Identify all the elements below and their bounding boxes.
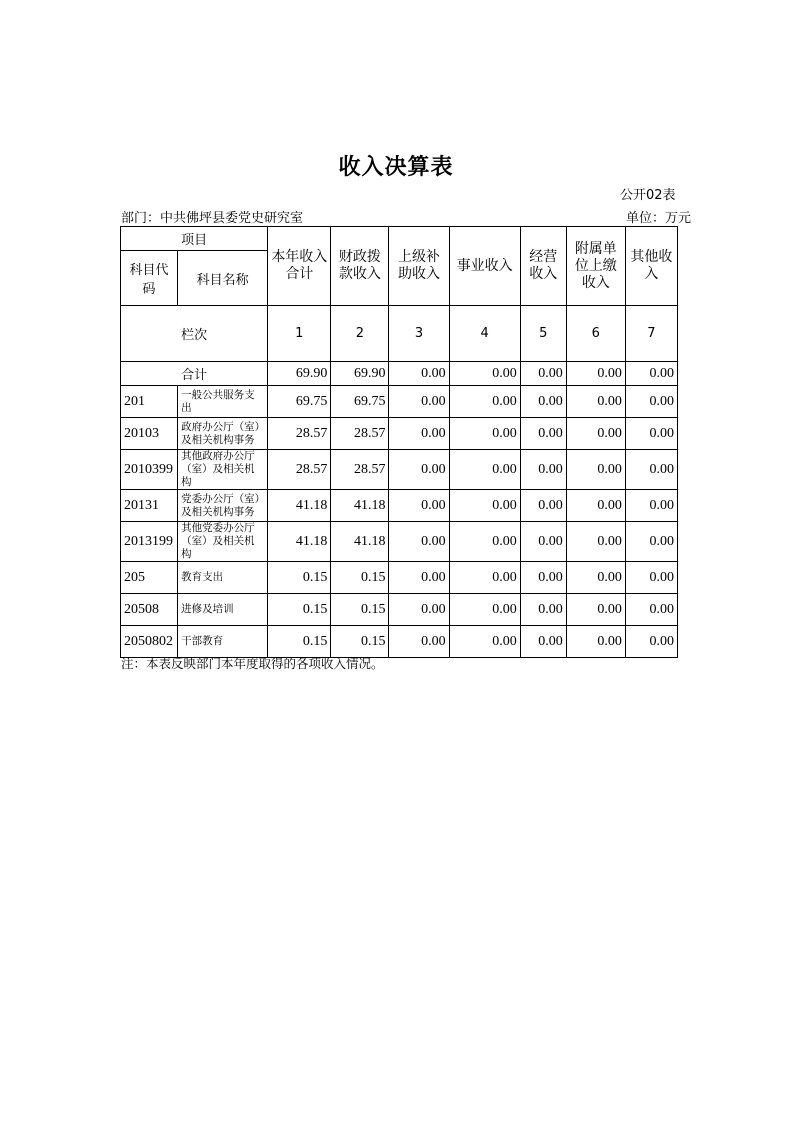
table-row — [121, 490, 678, 522]
value-cell: 41.18 — [331, 522, 389, 562]
value-cell: 0.00 — [625, 562, 677, 594]
total-cell: 69.90 — [268, 362, 331, 386]
value-cell: 0.15 — [268, 562, 331, 594]
header-col-1: 本年收入合计 — [268, 227, 331, 306]
value-cell: 0.00 — [566, 418, 625, 450]
table-row — [121, 386, 678, 418]
subject-name: 一般公共服务支出 — [178, 386, 268, 418]
total-cell: 0.00 — [566, 362, 625, 386]
header-col-5: 经营收入 — [520, 227, 566, 306]
value-cell: 0.00 — [625, 386, 677, 418]
value-cell: 0.00 — [566, 594, 625, 626]
value-cell: 41.18 — [268, 522, 331, 562]
value-cell: 41.18 — [331, 490, 389, 522]
total-cell: 0.00 — [449, 362, 520, 386]
header-col-2: 财政拨款收入 — [331, 227, 389, 306]
column-number: 6 — [566, 306, 625, 362]
page-title: 收入决算表 — [338, 155, 454, 180]
subject-code: 20131 — [121, 490, 178, 522]
header-col-3: 上级补助收入 — [389, 227, 449, 306]
value-cell: 0.00 — [566, 450, 625, 490]
subject-code: 2010399 — [121, 450, 178, 490]
subject-name: 政府办公厅（室）及相关机构事务 — [178, 418, 268, 450]
subject-name: 教育支出 — [178, 562, 268, 594]
value-cell: 0.00 — [625, 450, 677, 490]
header-col-4: 事业收入 — [449, 227, 520, 306]
value-cell: 0.00 — [389, 490, 449, 522]
subject-name: 其他党委办公厅（室）及相关机构 — [178, 522, 268, 562]
header-name: 科目名称 — [178, 251, 268, 306]
value-cell: 0.00 — [389, 450, 449, 490]
value-cell: 0.00 — [449, 386, 520, 418]
header-col-6: 附属单位上缴收入 — [566, 227, 625, 306]
value-cell: 0.00 — [566, 562, 625, 594]
header-item: 项目 — [121, 227, 268, 251]
value-cell: 0.00 — [449, 562, 520, 594]
column-number: 2 — [331, 306, 389, 362]
department-label: 部门：中共佛坪县委党史研究室 — [121, 211, 304, 226]
value-cell: 0.00 — [625, 490, 677, 522]
value-cell: 28.57 — [331, 450, 389, 490]
value-cell: 0.00 — [389, 386, 449, 418]
table-row — [121, 418, 678, 450]
value-cell: 0.00 — [520, 386, 566, 418]
value-cell: 0.00 — [625, 626, 677, 658]
column-number: 7 — [625, 306, 677, 362]
income-table — [120, 226, 678, 658]
value-cell: 0.00 — [449, 522, 520, 562]
subject-name: 其他政府办公厅（室）及相关机构 — [178, 450, 268, 490]
subject-code: 20103 — [121, 418, 178, 450]
column-number: 4 — [449, 306, 520, 362]
value-cell: 0.00 — [625, 418, 677, 450]
total-cell: 69.90 — [331, 362, 389, 386]
value-cell: 0.00 — [449, 626, 520, 658]
value-cell: 0.00 — [625, 522, 677, 562]
column-number: 3 — [389, 306, 449, 362]
value-cell: 0.00 — [449, 450, 520, 490]
table-row — [121, 562, 678, 594]
table-row — [121, 522, 678, 562]
subject-name: 干部教育 — [178, 626, 268, 658]
value-cell: 0.15 — [268, 626, 331, 658]
total-cell: 0.00 — [520, 362, 566, 386]
total-row — [121, 362, 678, 386]
value-cell: 0.00 — [389, 522, 449, 562]
total-cell: 0.00 — [625, 362, 677, 386]
subject-code: 20508 — [121, 594, 178, 626]
column-number: 5 — [520, 306, 566, 362]
footnote: 注：本表反映部门本年度取得的各项收入情况。 — [121, 656, 384, 671]
table-row — [121, 626, 678, 658]
value-cell: 0.00 — [520, 418, 566, 450]
table-row — [121, 450, 678, 490]
value-cell: 69.75 — [268, 386, 331, 418]
column-index-label: 栏次 — [121, 306, 268, 362]
subject-code: 2050802 — [121, 626, 178, 658]
value-cell: 0.00 — [449, 418, 520, 450]
value-cell: 0.00 — [389, 626, 449, 658]
value-cell: 0.00 — [520, 450, 566, 490]
value-cell: 0.15 — [331, 594, 389, 626]
header-code: 科目代码 — [121, 251, 178, 306]
value-cell: 0.00 — [566, 522, 625, 562]
value-cell: 0.00 — [389, 418, 449, 450]
value-cell: 0.00 — [566, 386, 625, 418]
header-col-7: 其他收入 — [625, 227, 677, 306]
value-cell: 0.00 — [520, 522, 566, 562]
value-cell: 0.15 — [268, 594, 331, 626]
table-row — [121, 594, 678, 626]
value-cell: 41.18 — [268, 490, 331, 522]
value-cell: 0.15 — [331, 562, 389, 594]
value-cell: 0.00 — [520, 626, 566, 658]
value-cell: 0.00 — [520, 490, 566, 522]
value-cell: 0.15 — [331, 626, 389, 658]
value-cell: 0.00 — [566, 626, 625, 658]
subject-code: 2013199 — [121, 522, 178, 562]
unit-label: 单位：万元 — [626, 211, 692, 226]
value-cell: 0.00 — [520, 594, 566, 626]
value-cell: 28.57 — [268, 450, 331, 490]
subject-code: 201 — [121, 386, 178, 418]
value-cell: 0.00 — [389, 594, 449, 626]
value-cell: 28.57 — [268, 418, 331, 450]
value-cell: 0.00 — [449, 490, 520, 522]
value-cell: 0.00 — [449, 594, 520, 626]
column-number: 1 — [268, 306, 331, 362]
value-cell: 0.00 — [566, 490, 625, 522]
subject-code: 205 — [121, 562, 178, 594]
value-cell: 69.75 — [331, 386, 389, 418]
form-number: 公开02表 — [620, 188, 676, 203]
value-cell: 0.00 — [520, 562, 566, 594]
subject-name: 党委办公厅（室）及相关机构事务 — [178, 490, 268, 522]
value-cell: 0.00 — [389, 562, 449, 594]
total-cell: 0.00 — [389, 362, 449, 386]
total-label: 合计 — [121, 362, 268, 386]
value-cell: 0.00 — [625, 594, 677, 626]
subject-name: 进修及培训 — [178, 594, 268, 626]
value-cell: 28.57 — [331, 418, 389, 450]
